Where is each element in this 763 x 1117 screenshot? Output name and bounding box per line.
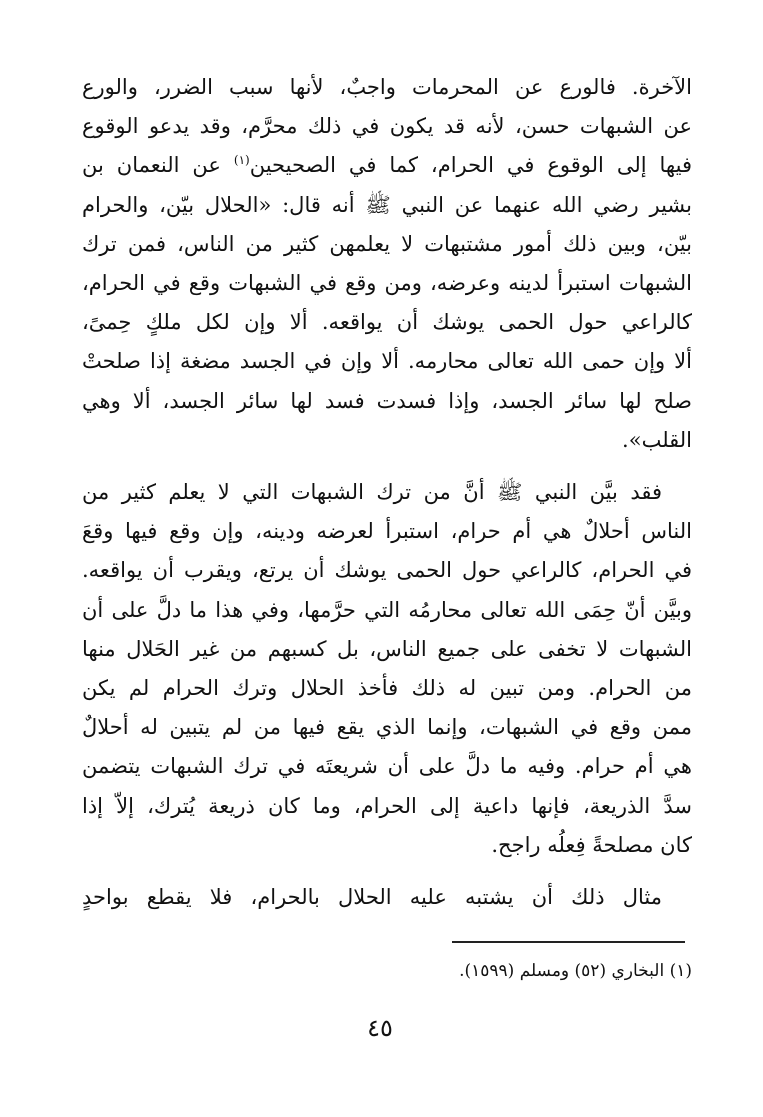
- footnote-divider: [452, 941, 685, 943]
- text-segment: فيها إلى الوقوع في الحرام، كما في الصحيحين: [249, 153, 692, 178]
- page-number: ٤٥: [367, 1014, 393, 1042]
- paragraph-2: [82, 473, 692, 865]
- text-line: عن الشبهات حسن، لأنه قد يكون في ذلك محرَّم، وقد يدعو الوقوع: [82, 114, 692, 139]
- paragraph-1: [82, 68, 692, 460]
- text-line: القلب».: [622, 427, 692, 452]
- text-line: سدَّ الذريعة، فإنها داعية إلى الحرام، وما كان ذريعة يُترك، إلاّ إذا: [82, 793, 692, 818]
- text-line: صلح لها سائر الجسد، وإذا فسدت فسد لها سائر الجسد، ألا وهي: [82, 388, 692, 413]
- text-line: كالراعي حول الحمى يوشك أن يواقعه. ألا وإن لكل ملكٍ حِمىً،: [82, 310, 692, 335]
- footnote: (١) البخاري (٥٢) ومسلم (١٥٩٩).: [459, 961, 692, 981]
- paragraph-3: [82, 878, 692, 917]
- text-line: بيّن، وبين ذلك أمور مشتبهات لا يعلمهن كثير من الناس، فمن ترك: [82, 231, 692, 256]
- text-line: بشير رضي الله عنهما عن النبي ﷺ أنه قال: «الحلال بيّن، والحرام: [82, 192, 692, 217]
- text-line: ممن وقع في الشبهات، وإنما الذي يقع فيها من لم يتبين له أحلالٌ: [82, 715, 692, 740]
- text-line: وبيَّن أنّ حِمَى الله تعالى محارمُه التي حرَّمها، وفي هذا ما دلَّ على أن: [82, 597, 692, 622]
- text-line: الناس أحلالٌ هي أم حرام، استبرأ لعرضه ودينه، وإن وقع فيها وقعَ: [82, 519, 692, 544]
- text-line: كان مصلحةً فِعلُه راجح.: [491, 832, 692, 857]
- text-line: في الحرام، كالراعي حول الحمى يوشك أن يرتع، ويقرب أن يواقعه.: [82, 558, 692, 583]
- text-line: الشبهات استبرأ لدينه وعرضه، ومن وقع في الشبهات وقع في الحرام،: [82, 271, 692, 296]
- text-line: الشبهات لا تخفى على جميع الناس، بل كسبهم من غير الحَلال منها: [82, 636, 692, 661]
- footnote-reference[interactable]: (١): [233, 153, 250, 168]
- main-text: [82, 68, 692, 917]
- text-segment: عن النعمان بن: [82, 153, 234, 178]
- text-line: ألا وإن حمى الله تعالى محارمه. ألا وإن في الجسد مضغة إذا صلحتْ: [82, 349, 692, 374]
- text-line: [82, 146, 692, 185]
- text-line: الآخرة. فالورع عن المحرمات واجبٌ، لأنها سبب الضرر، والورع: [82, 75, 692, 99]
- text-line: هي أم حرام. وفيه ما دلَّ على أن شريعتَه في ترك الشبهات يتضمن: [82, 754, 692, 779]
- text-line: من الحرام. ومن تبين له ذلك فأخذ الحلال وترك الحرام لم يكن: [82, 676, 692, 701]
- text-line: مثال ذلك أن يشتبه عليه الحلال بالحرام، فلا يقطع بواحدٍ: [82, 885, 662, 910]
- text-line: فقد بيَّن النبي ﷺ أنَّ من ترك الشبهات التي لا يعلم كثير من: [82, 480, 662, 505]
